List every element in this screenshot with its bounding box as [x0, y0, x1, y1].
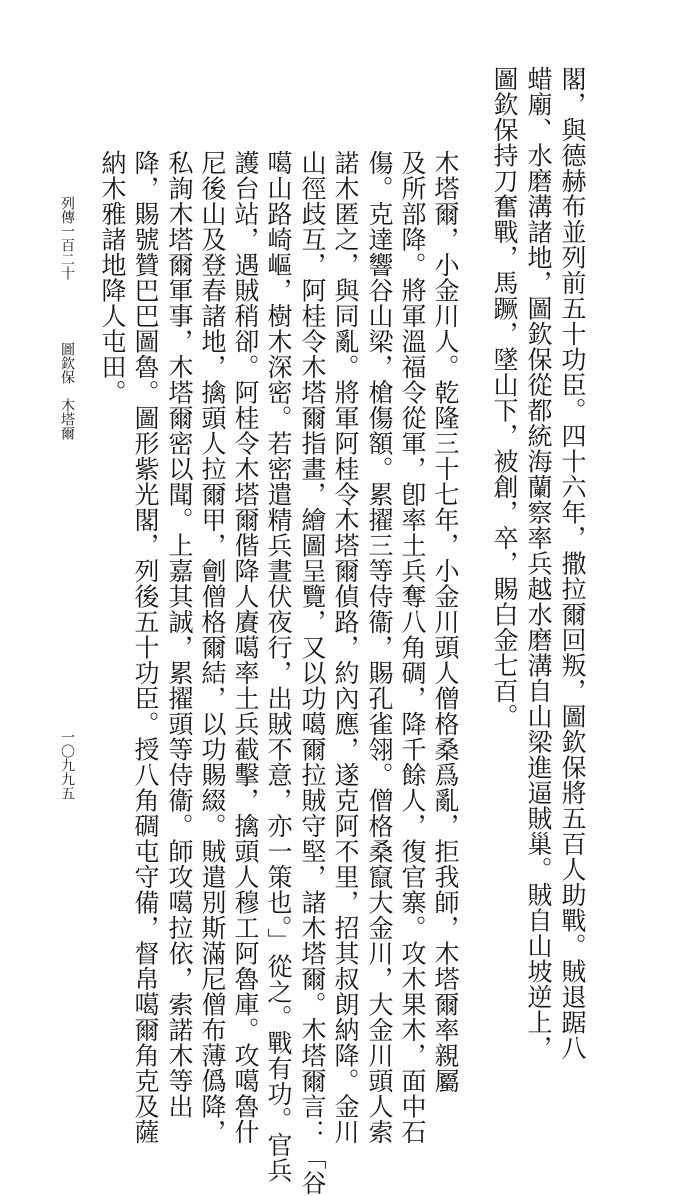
text-column: 護台站，遇賊稍卻。阿桂令木塔爾偕降人賡噶率土兵截擊，擒頭人穆工阿魯庫。攻噶魯什	[231, 150, 260, 1145]
text-column: 山徑歧互，阿桂令木塔爾指畫，繪圖呈覽，又以功噶爾拉賊守堅，諸木塔爾。木塔爾言：「谷	[298, 150, 327, 1196]
text-column: 蜡廟、水磨溝諸地，圖欽保從都統海蘭察率兵越水磨溝自山梁進逼賊巢。賊自山坡逆上，	[524, 66, 553, 1061]
text-column: 圖欽保持刀奮戰，馬蹶，墜山下，被創，卒，賜白金七百。	[490, 66, 519, 729]
text-column: 及所部降。將軍溫福令從軍，卽率土兵奪八角碉，降千餘人，復官寨。攻木果木，面中石	[398, 150, 427, 1145]
text-column: 噶山路崎嶇，樹木深密。若密遣精兵晝伏夜行，出賊不意，亦一策也。」從之。戰有功。官兵	[264, 150, 293, 1183]
running-header-names: 圖欽保 木塔爾	[59, 342, 75, 440]
text-column: 木塔爾，小金川人。乾隆三十七年，小金川頭人僧格桑爲亂，拒我師，木塔爾率親屬	[431, 150, 460, 1094]
text-column: 納木雅諸地降人屯田。	[98, 150, 127, 405]
running-header-section: 列傳一百二十	[59, 196, 75, 280]
text-column: 尼後山及登春諸地，擒頭人拉爾甲，劊僧格爾結，以功賜綴。賊遣別斯滿尼僧布薄僞降，	[198, 150, 227, 1145]
text-column: 傷。克達響谷山梁，槍傷額。累擢三等侍衞，賜孔雀翎。僧格桑竄大金川，大金川頭人索	[365, 150, 394, 1145]
page-number: 一〇九九五	[59, 730, 75, 800]
text-column: 閣，與德赫布並列前五十功臣。四十六年，撒拉爾回叛，圖欽保將五百人助戰。賊退踞八	[558, 66, 587, 1061]
text-column: 諾木匿之，與同亂。將軍阿桂令木塔爾偵路，約內應，遂克阿不里，招其叔朗納降。金川	[331, 150, 360, 1145]
text-column: 私詢木塔爾軍事，木塔爾密以聞。上嘉其誠，累擢頭等侍衞。師攻噶拉依，索諾木等出	[165, 150, 194, 1119]
text-column: 降，賜號贊巴巴圖魯。圖形紫光閣，列後五十功臣。授八角碉屯守備，督帛噶爾角克及薩	[131, 150, 160, 1145]
